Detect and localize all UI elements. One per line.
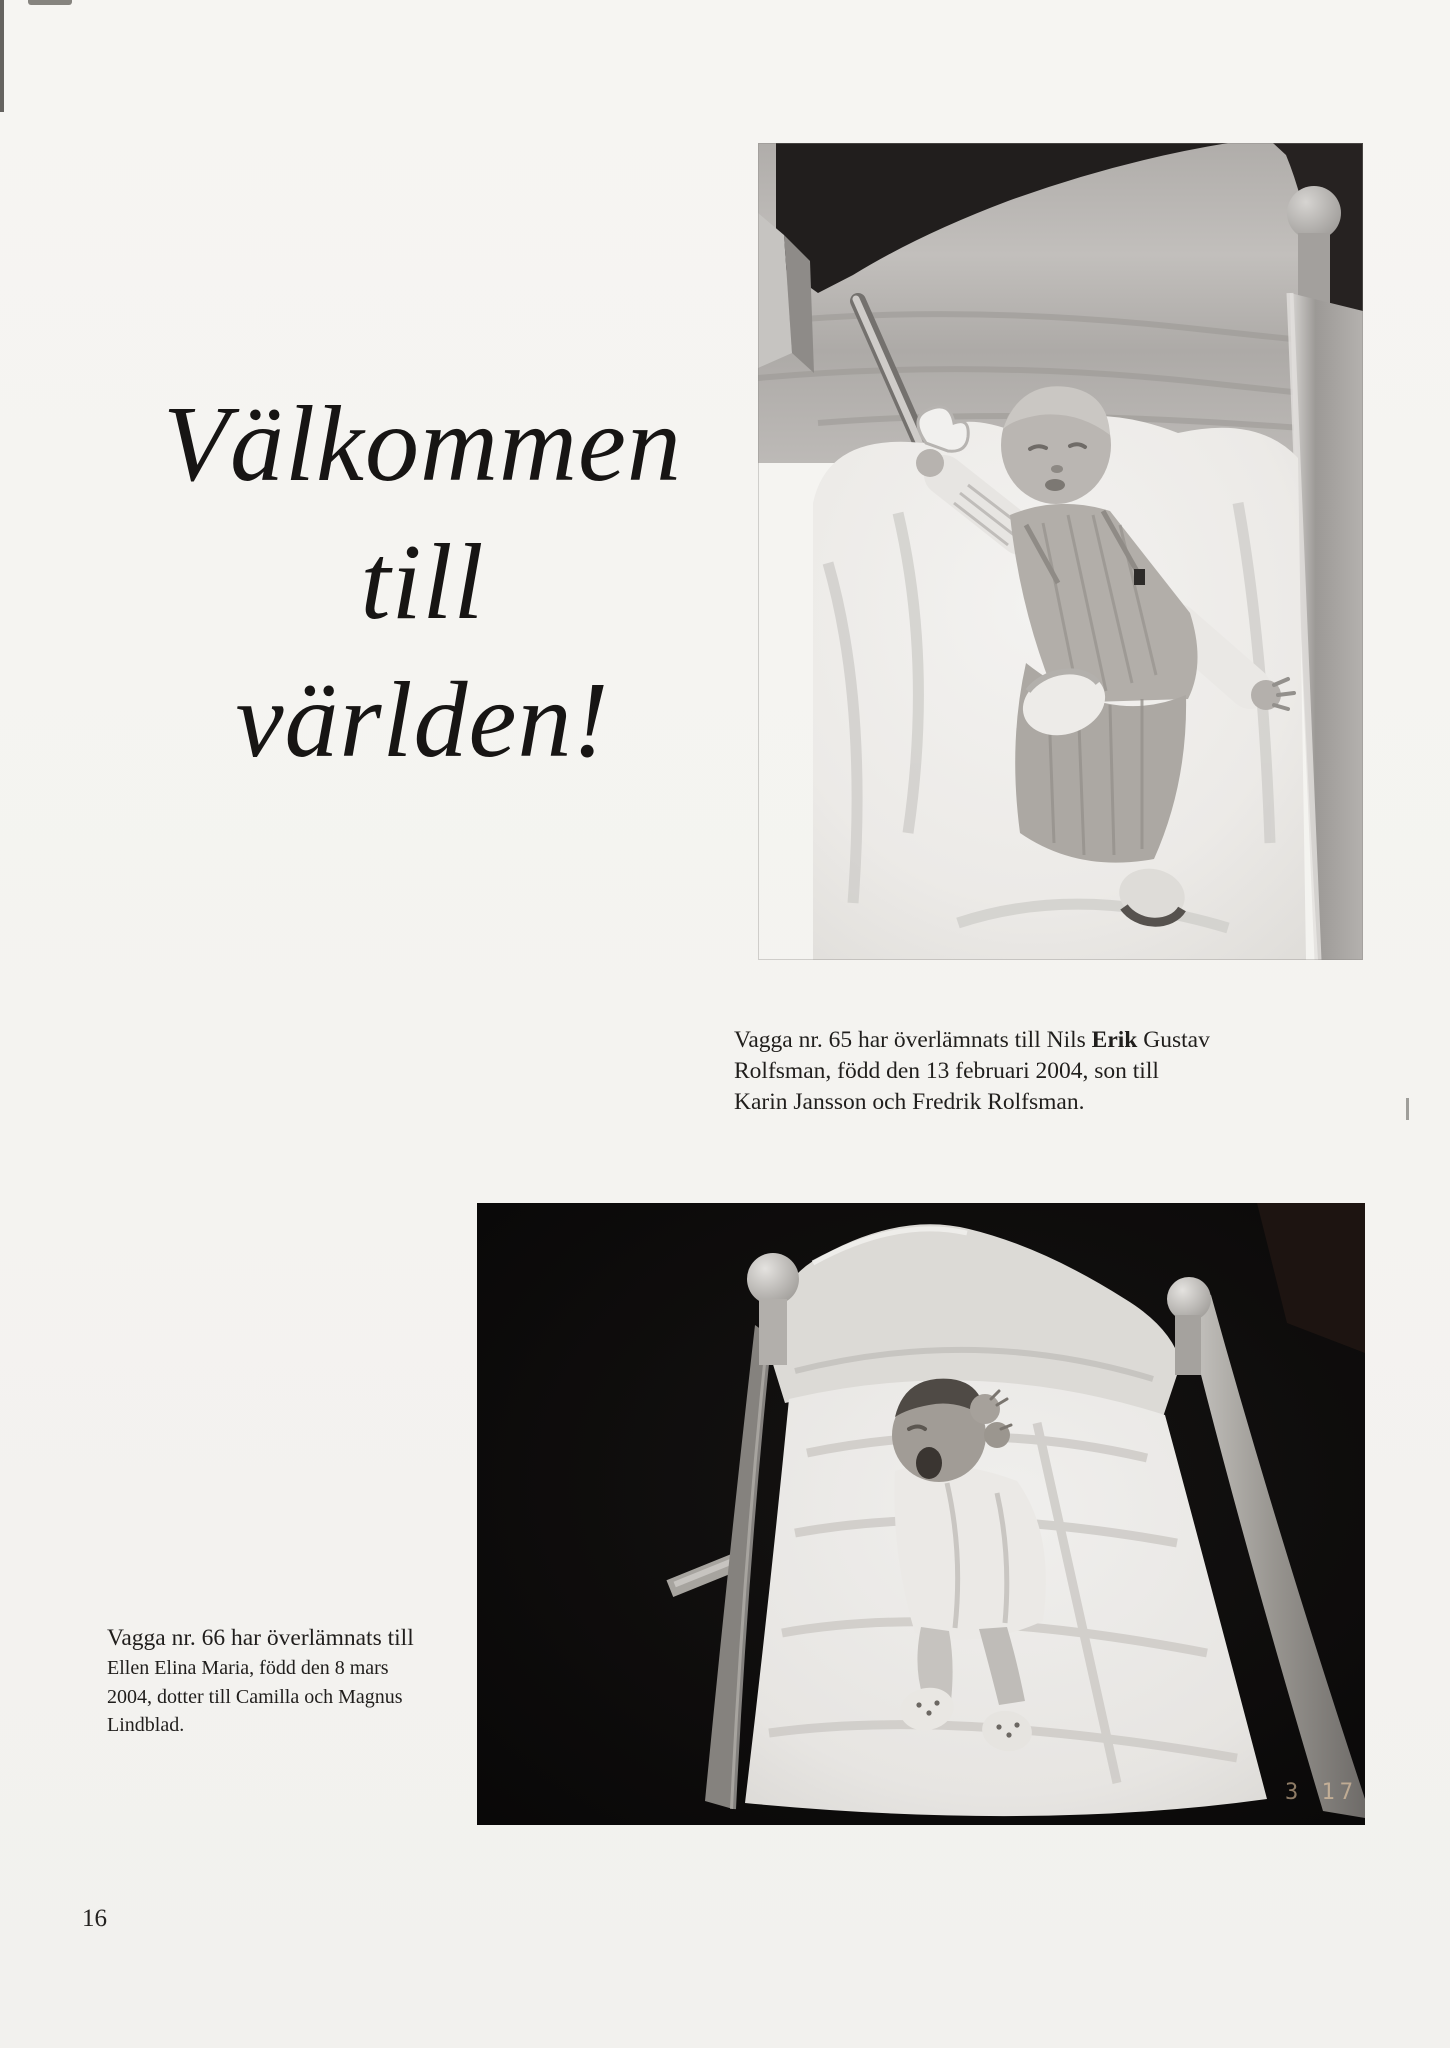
- photo-baby-in-white-cradle: [477, 1203, 1365, 1825]
- caption-66-line2: Ellen Elina Maria, född den 8 mars: [107, 1657, 389, 1679]
- scan-edge-artifact: [28, 0, 72, 5]
- caption-65-bold-name: Erik: [1091, 1027, 1138, 1053]
- caption-65-text: Gustav: [1137, 1027, 1210, 1053]
- photo-baby-in-wooden-cradle-graphic: [758, 143, 1363, 960]
- title-line-2: till: [360, 523, 485, 642]
- scan-speck-artifact: [1406, 1098, 1409, 1120]
- caption-66-line3: 2004, dotter till Camilla och Magnus: [107, 1685, 403, 1708]
- page-number: 16: [82, 1905, 107, 1932]
- caption-65-line3: Karin Jansson och Fredrik Rolfsman.: [734, 1089, 1085, 1115]
- caption-vagga-66: [107, 1623, 477, 1740]
- caption-66-line4: Lindblad.: [107, 1714, 185, 1736]
- page-title: [95, 376, 750, 790]
- photo-baby-in-wooden-cradle: [758, 143, 1363, 960]
- caption-vagga-65: [734, 1025, 1309, 1118]
- title-line-1: Välkommen: [163, 385, 682, 504]
- caption-65-line2: Rolfsman, född den 13 februari 2004, son till: [734, 1058, 1159, 1084]
- scan-edge-artifact: [0, 0, 4, 112]
- caption-66-line1: Vagga nr. 66 har överlämnats till: [107, 1625, 414, 1651]
- camera-timestamp: 3 17: [1285, 1780, 1358, 1805]
- caption-65-text: Vagga nr. 65 har överlämnats till Nils: [734, 1027, 1092, 1053]
- title-line-3: världen!: [235, 661, 610, 780]
- photo-baby-in-white-cradle-graphic: [477, 1203, 1365, 1825]
